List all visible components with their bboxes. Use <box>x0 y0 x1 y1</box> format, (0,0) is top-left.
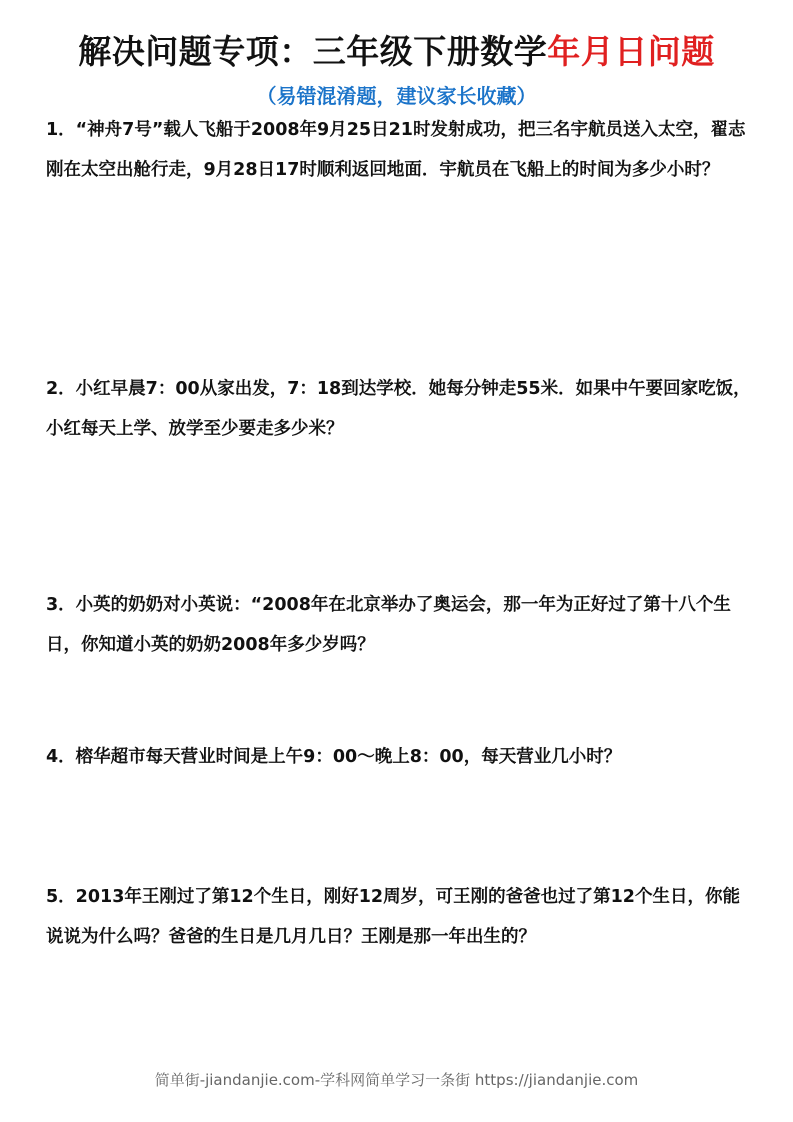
question-2: 2．小红早晨7：00从家出发，7：18到达学校．她每分钟走55米．如果中午要回家吃饭，小红每天上学、放学至少要走多少米？ <box>46 379 751 439</box>
question-4: 4．榕华超市每天营业时间是上午9：00～晚上8：00，每天营业几小时？ <box>46 747 622 767</box>
page-footer: 简单街-jiandanjie.com-学科网简单学习一条街 https://jiandanjie.com <box>154 1071 639 1089</box>
page-title-highlight: 年月日问题 <box>547 32 715 71</box>
page-title <box>0 30 793 74</box>
page-subtitle: （易错混淆题，建议家长收藏） <box>256 84 537 108</box>
question-1: 1．“神舟7号”载人飞船于2008年9月25日21时发射成功，把三名宇航员送入太空，翟志刚在太空出舱行走，9月28日17时顺利返回地面．宇航员在飞船上的时间为多少小时？ <box>46 120 746 180</box>
page-title-main: 解决问题专项：三年级下册数学 <box>78 32 548 71</box>
question-3: 3．小英的奶奶对小英说：“2008年在北京举办了奥运会，那一年为正好过了第十八个生日，你知道小英的奶奶2008年多少岁吗？ <box>46 595 731 655</box>
question-5: 5．2013年王刚过了第12个生日，刚好12周岁，可王刚的爸爸也过了第12个生日，你能说说为什么吗？爸爸的生日是几月几日？王刚是那一年出生的？ <box>46 887 740 947</box>
